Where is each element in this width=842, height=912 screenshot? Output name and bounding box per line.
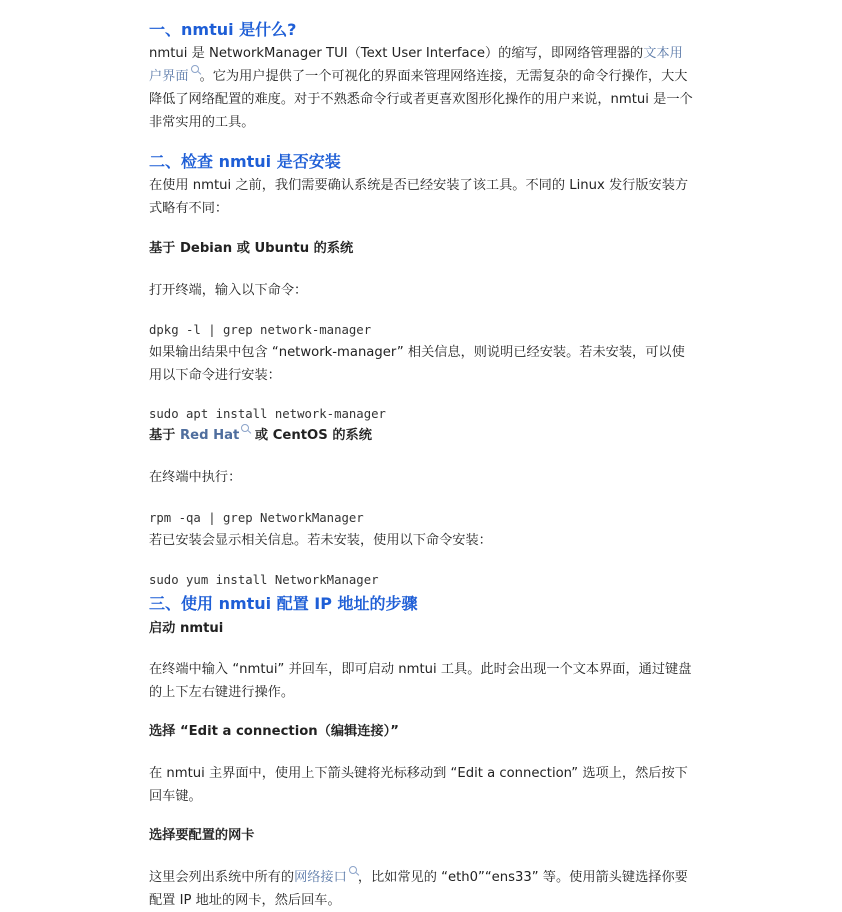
- paragraph-text: ，比如常见的 “eth0”“ens33” 等。使用箭头键选择你要配置 IP 地址的网卡，然后回车。: [149, 870, 688, 908]
- paragraph-text: 这里会列出系统中所有的: [149, 870, 295, 885]
- code-dpkg-check: dpkg -l | grep network-manager: [149, 323, 372, 337]
- paragraph-text: 。它为用户提供了一个可视化的界面来管理网络连接，无需复杂的命令行操作，大大降低了网络配置的难度。对于不熟悉命令行或者更喜欢图形化操作的用户来说，nmtui 是一个非常实用的工具。: [149, 69, 693, 130]
- section-heading-check-installed: 二、检查 nmtui 是否安装: [149, 152, 341, 171]
- paragraph-text: nmtui 是 NetworkManager TUI（Text User Interface）的缩写，即网络管理器的: [149, 46, 644, 61]
- subheading-select-nic: 选择要配置的网卡: [149, 828, 255, 843]
- subheading-redhat-centos: [149, 426, 372, 446]
- code-apt-install: sudo apt install network-manager: [149, 407, 386, 421]
- paragraph-execute-in-terminal: 在终端中执行：: [149, 470, 242, 485]
- search-icon: [349, 866, 357, 874]
- subheading-start-nmtui: 启动 nmtui: [149, 621, 224, 636]
- section-heading-what-is-nmtui: 一、nmtui 是什么?: [149, 20, 297, 39]
- section-heading-configure-ip: 三、使用 nmtui 配置 IP 地址的步骤: [149, 594, 418, 613]
- link-text-ui[interactable]: 文本用户界面: [149, 46, 683, 84]
- paragraph-edit-connection: 在 nmtui 主界面中，使用上下箭头键将光标移动到 “Edit a connection” 选项上，然后按下回车键。: [149, 766, 688, 804]
- code-yum-install: sudo yum install NetworkManager: [149, 573, 379, 587]
- link-network-interface[interactable]: 网络接口: [294, 870, 347, 885]
- search-icon: [241, 424, 249, 432]
- paragraph-check-intro: 在使用 nmtui 之前，我们需要确认系统是否已经安装了该工具。不同的 Linux 发行版安装方式略有不同：: [149, 178, 689, 216]
- paragraph-what-is-nmtui: [149, 42, 694, 134]
- subheading-edit-connection: 选择 “Edit a connection（编辑连接）”: [149, 724, 399, 739]
- paragraph-debian-note: 如果输出结果中包含 “network-manager” 相关信息，则说明已经安装。若未安装，可以使用以下命令进行安装：: [149, 345, 685, 383]
- paragraph-redhat-note: 若已安装会显示相关信息。若未安装，使用以下命令安装：: [149, 533, 492, 548]
- subheading-text: 或 CentOS 的系统: [250, 428, 372, 443]
- search-icon: [191, 65, 199, 73]
- paragraph-open-terminal: 打开终端，输入以下命令：: [149, 283, 308, 298]
- link-red-hat[interactable]: Red Hat: [179, 428, 240, 443]
- code-rpm-check: rpm -qa | grep NetworkManager: [149, 511, 364, 525]
- subheading-debian-ubuntu: 基于 Debian 或 Ubuntu 的系统: [149, 241, 354, 256]
- paragraph-select-nic: [149, 866, 694, 912]
- paragraph-start-nmtui: 在终端中输入 “nmtui” 并回车，即可启动 nmtui 工具。此时会出现一个文本界面，通过键盘的上下左右键进行操作。: [149, 662, 692, 700]
- subheading-text: 基于: [149, 428, 180, 443]
